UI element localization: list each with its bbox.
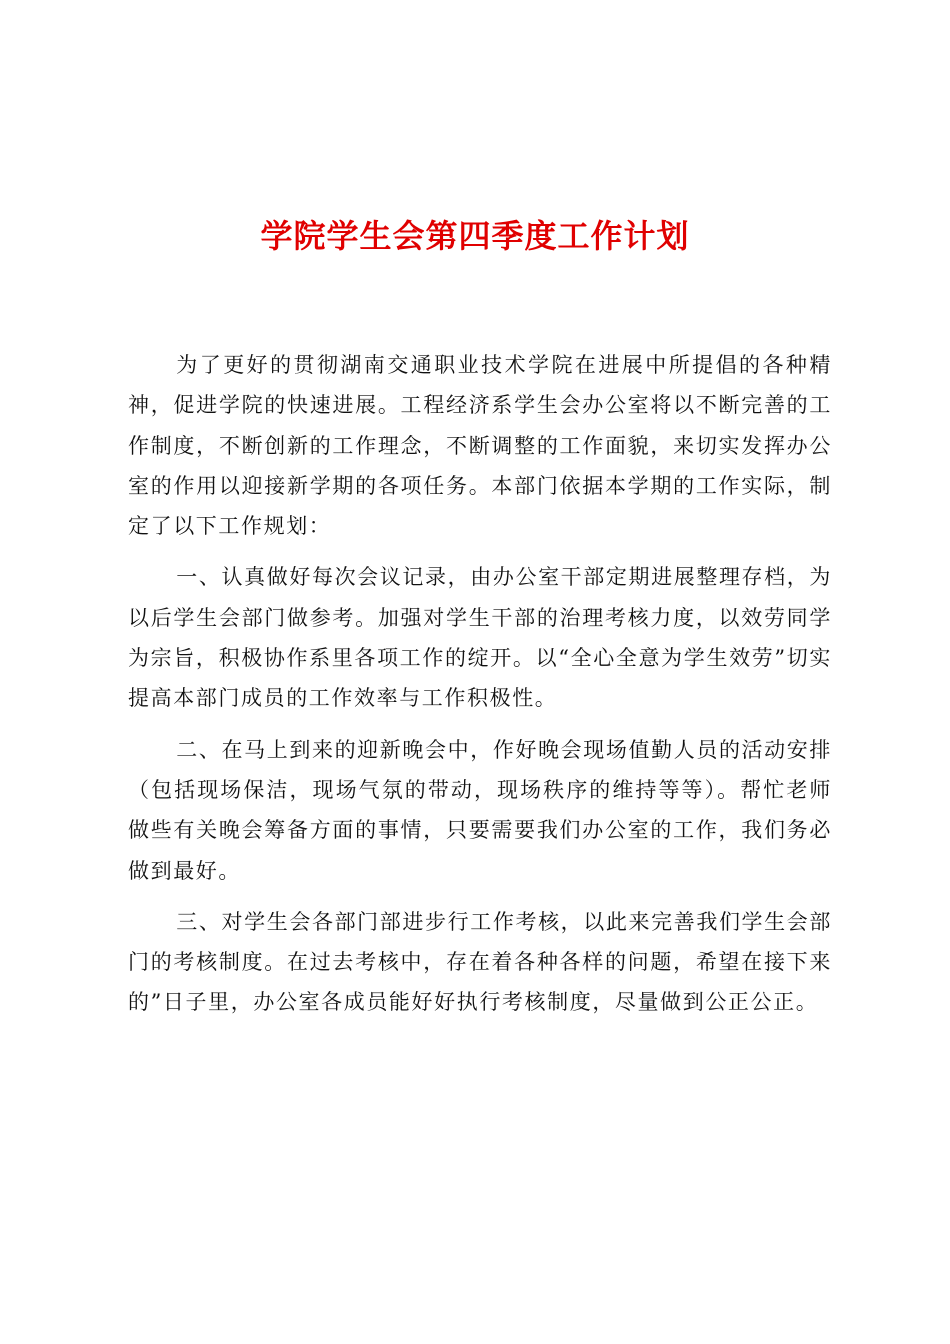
document-title: 学院学生会第四季度工作计划 [260,217,690,255]
paragraph-item-1: 一、认真做好每次会议记录，由办公室干部定期进展整理存档，为以后学生会部门做参考。加强对学生干部的治理考核力度，以效劳同学为宗旨，积极协作系里各项工作的绽开。以“全心全意为学生效劳”切实提高本部门成员的工作效率与工作积极性。 [128,565,832,711]
paragraph-intro: 为了更好的贯彻湖南交通职业技术学院在进展中所提倡的各种精神，促进学院的快速进展。工程经济系学生会办公室将以不断完善的工作制度，不断创新的工作理念，不断调整的工作面貌，来切实发挥办公室的作用以迎接新学期的各项任务。本部门依据本学期的工作实际，制定了以下工作规划： [128,353,832,539]
paragraph-item-3: 三、对学生会各部门部进步行工作考核，以此来完善我们学生会部门的考核制度。在过去考核中，存在着各种各样的问题，希望在接下来的”日子里，办公室各成员能好好执行考核制度，尽量做到公正公正。 [128,909,832,1015]
paragraph-item-2: 二、在马上到来的迎新晚会中，作好晚会现场值勤人员的活动安排（包括现场保洁，现场气氛的带动，现场秩序的维持等等）。帮忙老师做些有关晚会筹备方面的事情，只要需要我们办公室的工作，我们务必做到最好。 [128,737,832,883]
document-body [128,345,832,1034]
